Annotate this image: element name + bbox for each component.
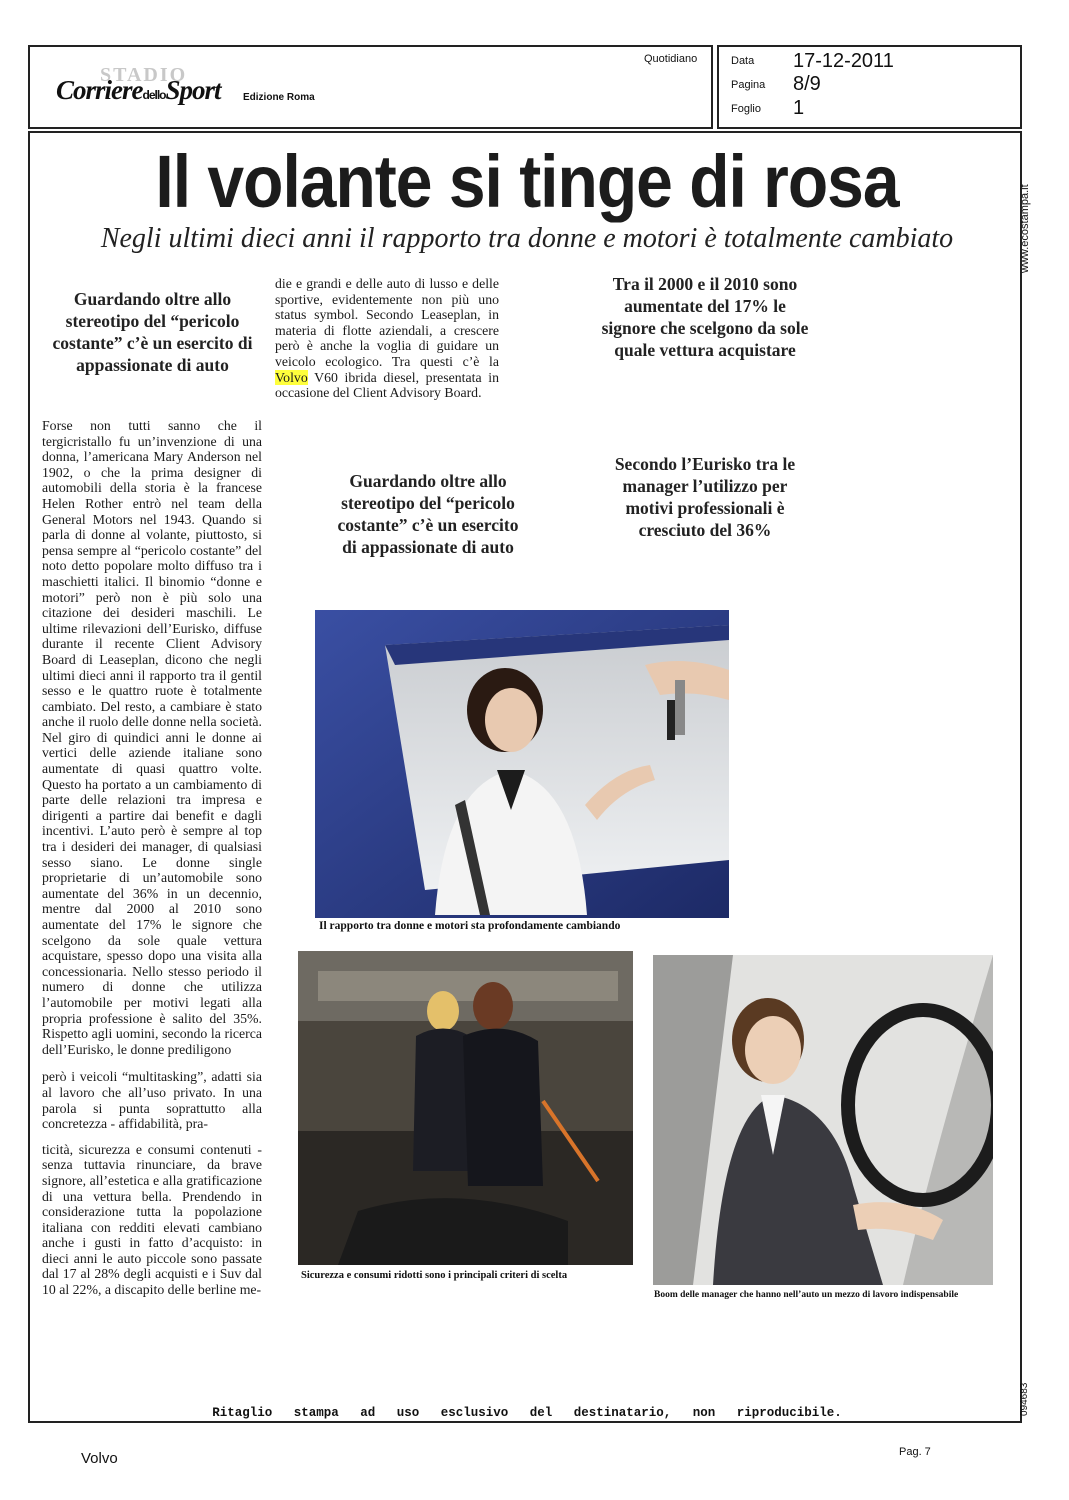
footer-brand: Volvo (81, 1450, 118, 1467)
document-code: 094683 (1019, 1382, 1030, 1416)
meta-value-foglio: 1 (793, 97, 805, 119)
column-1-paragraph: Forse non tutti sanno che il tergicristallo fu un’invenzione di una donna, l’americana Mary Anderson nel 1902, o che la prima designer di automobili della storia è la francese Helen Rother entrò nel team della General Motors nel 1943. Quando si parla di donne al volante, piuttosto, si pensa sempre al “pericolo costante” del noto detto popolare molto diffuso tra i maschietti italici. Il binomio “donne e motori” però non è più solo una citazione dei desideri maschili. Le ultime rilevazioni dell’Eurisko, diffuse durante il recente Client Advisory Board di Leaseplan, dicono che negli ultimi dieci anni il rapporto tra il gentil sesso e le quattro ruote è totalmente cambiato. Del resto, a cambiare è stato anche il ruolo delle donne nella società. Nel giro di quindici anni le donne ai vertici delle aziende italiane sono aumentate di quasi quattro volte. Questo ha portato a un cambiamento di parte delle relazioni tra impresa e dirigenti a partire dai benefit e dagli incentivi. L’auto però è sempre al top tra i desideri dei manager, di qualsiasi sesso siano. Le donne single proprietarie di un’automobile sono aumentate del 36% in un decennio, mentre dal 2000 al 2010 sono aumentate del 17% le signore che scelgono da sole quale vettura acquistare, spesso dopo una visita alla concessionaria. Nello stesso periodo il numero di donne che utilizza l’automobile per motivi legati alla propria professione è salito del 35%. Rispetto agli uomini, secondo la ricerca dell’Eurisko, le donne prediligono (42, 418, 262, 1057)
column-2-text-before: die e grandi e delle auto di lusso e delle sportive, evidentemente non più uno status symbol. Secondo Leaseplan, in materia di flotte aziendali, a crescere però è anche la voglia di guidare un veicolo ecologico. Tra questi c’è la (275, 276, 499, 369)
main-photo-illustration (315, 610, 729, 918)
driver-photo-illustration (653, 955, 993, 1285)
pullquote-right-top: Tra il 2000 e il 2010 sono aumentate del 17% le signore che scelgono da sole quale vettura acquistare (601, 274, 809, 360)
logo-ghost-text: STADIO (100, 64, 188, 86)
column-1-continuation-1: però i veicoli “multitasking”, adatti sia al lavoro che all’uso privato. In una parola si punta soprattutto alla concretezza - affidabilità, pra- (42, 1069, 262, 1132)
meta-label-data: Data (731, 55, 755, 67)
publication-type: Quotidiano (644, 53, 698, 65)
meta-value-pagina: 8/9 (793, 73, 821, 95)
article-frame (28, 131, 1022, 1423)
article-column-2 (275, 276, 499, 401)
meta-value-data: 17-12-2011 (793, 50, 894, 72)
pullquote-right-bottom: Secondo l’Eurisko tra le manager l’utilizzo per motivi professionali è cresciuto del 36% (614, 454, 796, 540)
logo-part2: dello (142, 88, 166, 102)
newspaper-logo (56, 75, 221, 106)
workshop-photo-illustration (298, 951, 633, 1265)
header-meta-box (717, 45, 1022, 129)
volvo-highlight: Volvo (275, 369, 308, 385)
ecostampa-website: www.ecostampa.it (1019, 184, 1031, 273)
pullquote-center: Guardando oltre allo stereotipo del “pericolo costante” c’è un esercito di appassionate di auto (337, 471, 519, 557)
article-column-1 (42, 418, 262, 1298)
header-left-box (28, 45, 713, 129)
main-photo (315, 610, 729, 918)
meta-label-foglio: Foglio (731, 103, 761, 115)
logo-part1: Corriere (56, 75, 143, 105)
edition-label: Edizione Roma (243, 92, 315, 103)
reprint-notice: Ritaglio stampa ad uso esclusivo del destinatario, non riproducibile. (212, 1406, 842, 1420)
caption-left: Sicurezza e consumi ridotti sono i principali criteri di scelta (301, 1270, 568, 1281)
article-subtitle: Negli ultimi dieci anni il rapporto tra donne e motori è totalmente cambiato (100, 223, 954, 254)
article-headline: Il volante si tinge di rosa (155, 139, 899, 223)
caption-right: Boom delle manager che hanno nell’auto un mezzo di lavoro indispensabile (654, 1290, 959, 1300)
workshop-photo (298, 951, 633, 1265)
pullquote-left: Guardando oltre allo stereotipo del “pericolo costante” c’è un esercito di appassionate di auto (52, 289, 253, 375)
caption-main: Il rapporto tra donne e motori sta profondamente cambiando (319, 920, 621, 932)
column-1-continuation-2: ticità, sicurezza e consumi contenuti - senza tuttavia rinunciare, da brave signore, all’estetica e alla gratificazione di una vettura bella. Prendendo in considerazione tutta la popolazione italiana con redditi elevati cambiano anche i gusti in fatto d’acquisto: in dieci anni le auto piccole sono passate dal 17 al 28% degli acquisti e i Suv dal 10 al 22%, a discapito delle berline me- (42, 1141, 262, 1298)
footer-page-number: Pag. 7 (899, 1446, 931, 1458)
column-2-text-after: V60 ibrida diesel, presentata in occasione del Client Advisory Board. (275, 369, 499, 401)
column-2-paragraph (275, 276, 499, 401)
driver-photo (653, 955, 993, 1285)
meta-label-pagina: Pagina (731, 79, 766, 91)
logo-part3: Sport (165, 75, 221, 105)
